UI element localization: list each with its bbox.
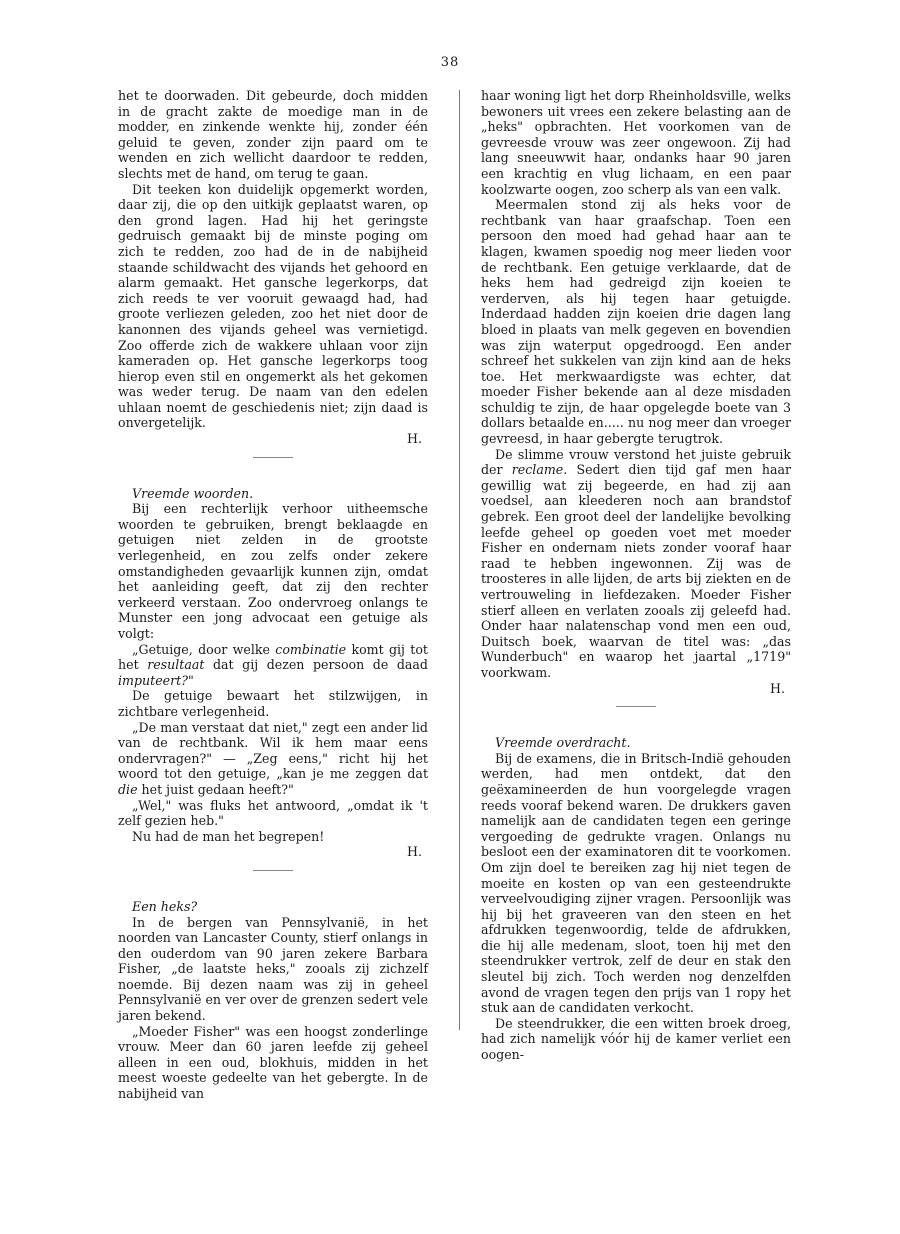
left-column	[118, 88, 428, 1102]
article-paragraph: De slimme vrouw verstond het juiste gebruik der reclame. Sedert dien tijd gaf men haar gewillig wat zij begeerde, en had zij aan voedsel, aan kleederen noch aan brandstof gebrek. Een groot deel der landelijke bevolking leefde geheel op goeden voet met moeder Fisher en ondernam niets zonder vooraf haar raad te hebben ingewonnen. Zij was de troosteres in alle lijden, de arts bij ziekten en de vertrouweling in liefdezaken. Moeder Fisher stierf alleen en verlaten zooals zij geleefd had. Onder haar nalatenschap vond men een oud, Duitsch boek, waarvan de titel was: „das Wunderbuch" en waarop het jaartal „1719" voorkwam.	[481, 446, 791, 680]
section-signature: H.	[407, 844, 422, 860]
intro-signature: H.	[407, 431, 422, 447]
intro-paragraph: het te doorwaden. Dit gebeurde, doch midden in de gracht zakte de moedige man in de modder, en zinkende wenkte hij, zonder één geluid te geven, zonder zijn paard om te wenden en zich wellicht daardoor te redden, slechts met de hand, om terug te gaan.	[118, 88, 428, 181]
article-paragraph: De steendrukker, die een witten broek droeg, had zich namelijk vóór hij de kamer verliet een oogen-	[481, 1015, 791, 1063]
article-paragraph: „Getuige, door welke combinatie komt gij tot het resultaat dat gij dezen persoon de daad imputeert?"	[118, 641, 428, 688]
intro-paragraph: Dit teeken kon duidelijk opgemerkt worden, daar zij, die op den uitkijk geplaatst waren, op den grond lagen. Had hij het geringste gedruisch gemaakt bij de minste poging om zich te redden, zoo had de in de nabijheid staande schildwacht des vijands het gehoord en alarm gemaakt. Het gansche legerkorps, dat zich reeds te ver vooruit gewaagd had, had groote verliezen geleden, zoo het niet door de kanonnen des vijands geheel was vernietigd. Zoo offerde zich de wakkere uhlaan voor zijn kameraden op. Het gansche legerkorps toog hierop even stil en ongemerkt als het gekomen was weder terug. De naam van den edelen uhlaan noemt de geschiedenis niet; zijn daad is onvergetelijk.	[118, 181, 428, 431]
section-title-een-heks: Een heks?	[132, 898, 198, 914]
article-paragraph: „De man verstaat dat niet," zegt een ander lid van de rechtbank. Wil ik hem maar eens ondervragen?" — „Zeg eens," richt hij het woord tot den getuige, „kan je me zeggen dat die het juist gedaan heeft?"	[118, 719, 428, 797]
section-title-vreemde-overdracht: Vreemde overdracht.	[495, 735, 631, 751]
section-title-vreemde-woorden: Vreemde woorden.	[132, 485, 254, 501]
article-paragraph: haar woning ligt het dorp Rheinholdsville, welks bewoners uit vrees een zekere belasting aan de „heks" opbrachten. Het voorkomen van de gevreesde vrouw was zeer ongewoon. Zij had lang sneeuwwit haar, ondanks haar 90 jaren een krachtig en vlug lichaam, en een paar koolzwarte oogen, zoo scherp als van een valk.	[481, 88, 791, 197]
article-paragraph: Nu had de man het begrepen!	[132, 828, 325, 844]
column-divider	[459, 90, 460, 1030]
section-divider	[253, 870, 293, 871]
page-number: 38	[440, 55, 460, 70]
article-paragraph: „Wel," was fluks het antwoord, „omdat ik 't zelf gezien heb."	[118, 797, 428, 829]
section-divider	[616, 706, 656, 707]
article-paragraph: De getuige bewaart het stilzwijgen, in zichtbare verlegenheid.	[118, 688, 428, 719]
section-divider	[253, 457, 293, 458]
article-paragraph: Meermalen stond zij als heks voor de rechtbank van haar graafschap. Toen een persoon den moed had gehad haar aan te klagen, kwamen spoedig nog meer lieden voor de rechtbank. Een getuige verklaarde, dat de heks hem had gedreigd zijn koeien te verderven, als hij tegen haar getuigde. Inderdaad hadden zijn koeien drie dagen lang bloed in plaats van melk gegeven en bovendien was zijn waterput opgedroogd. Een ander schreef het sukkelen van zijn kind aan de heks toe. Het merkwaardigste was echter, dat moeder Fisher bekende aan al deze misdaden schuldig te zijn, de haar opgelegde boete van 3 dollars betaalde en..... nu nog meer dan vroeger gevreesd, in haar gebergte terugtrok.	[481, 197, 791, 447]
article-paragraph: „Moeder Fisher" was een hoogst zonderlinge vrouw. Meer dan 60 jaren leefde zij geheel alleen in een oud, blokhuis, midden in het meest woeste gedeelte van het gebergte. In de nabijheid van	[118, 1023, 428, 1102]
article-paragraph: In de bergen van Pennsylvanië, in het noorden van Lancaster County, stierf onlangs in den ouderdom van 90 jaren zekere Barbara Fisher, „de laatste heks," zooals zij zichzelf noemde. Bij dezen naam was zij in geheel Pennsylvanië en ver over de grenzen sedert vele jaren bekend.	[118, 914, 428, 1024]
article-paragraph: Bij een rechterlijk verhoor uitheemsche woorden te gebruiken, brengt beklaagde en getuigen niet zelden in de grootste verlegenheid, en zou zelfs onder zekere omstandigheden gevaarlijk kunnen zijn, omdat het aanleiding geeft, dat zij den rechter verkeerd verstaan. Zoo ondervroeg onlangs te Munster een jong advocaat een getuige als volgt:	[118, 501, 428, 641]
article-paragraph: Bij de examens, die in Britsch-Indië gehouden werden, had men ontdekt, dat den geëxamineerden de hun voorgelegde vragen reeds vooraf bekend waren. De drukkers gaven namelijk aan de candidaten tegen een geringe vergoeding de gedrukte vragen. Onlangs nu besloot een der examinatoren dit te voorkomen. Om zijn doel te bereiken zag hij niet tegen de moeite en kosten op van een gesteendrukte verveelvoudiging zijner vragen. Persoonlijk was hij bij het graveeren van den steen en het afdrukken tegenwoordig, telde de afdrukken, die hij alle medenam, sloot, toen hij met den steendrukker vertrok, zelf de deur en stak den sleutel bij zich. Toch werden nog denzelfden avond de vragen tegen den prijs van 1 ropy het stuk aan de candidaten verkocht.	[481, 750, 791, 1016]
right-column	[481, 88, 791, 1063]
section-signature: H.	[770, 680, 785, 696]
